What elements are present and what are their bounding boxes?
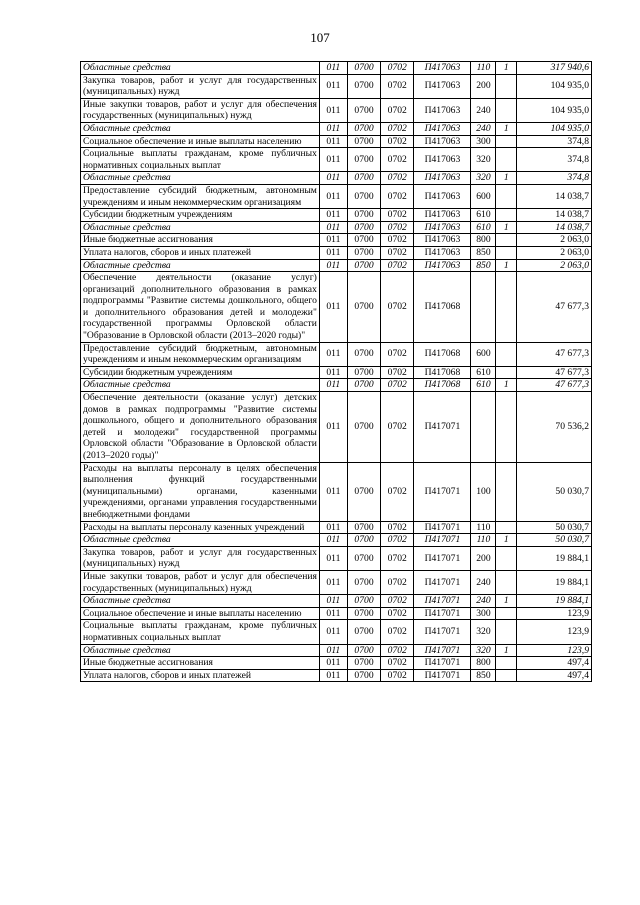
vr-code-cell: 320 <box>471 148 496 172</box>
table-row-regional-funds <box>81 122 592 135</box>
rz-code-cell: 0700 <box>347 462 380 521</box>
expense-name-cell: Предоставление субсидий бюджетным, автономным учреждениям и иным некоммерческим организациям <box>81 184 320 208</box>
pr-code-cell: 0702 <box>381 657 414 670</box>
pr-code-cell: 0702 <box>381 172 414 185</box>
csr-code-cell: П417071 <box>414 669 471 682</box>
amount-cell: 50 030,7 <box>517 521 592 534</box>
gr-code-cell: 011 <box>319 546 347 570</box>
vr-code-cell: 200 <box>471 74 496 98</box>
funding-source-cell: 1 <box>496 644 517 657</box>
csr-code-cell: П417068 <box>414 366 471 379</box>
expense-name-cell: Обеспечение деятельности (оказание услуг) детских домов в рамках подпрограммы "Развитие системы дошкольного, общего и дополнительного образования детей и молодежи" государственной программы Орловской области "Образование в Орловской области (2013–2020 годы)" <box>81 392 320 463</box>
expense-name-cell: Социальное обеспечение и иные выплаты населению <box>81 135 320 148</box>
expense-name-cell: Областные средства <box>81 534 320 547</box>
expense-name-cell: Областные средства <box>81 172 320 185</box>
rz-code-cell: 0700 <box>347 392 380 463</box>
funding-source-cell <box>496 462 517 521</box>
pr-code-cell: 0702 <box>381 98 414 122</box>
expense-name-cell: Обеспечение деятельности (оказание услуг) организаций дополнительного образования в рамках подпрограммы "Развитие системы дошкольного, общего и дополнительного образования детей и молодежи" государственной программы Орловской области "Образование в Орловской области (2013–2020 годы)" <box>81 272 320 343</box>
rz-code-cell: 0700 <box>347 259 380 272</box>
gr-code-cell: 011 <box>319 272 347 343</box>
expense-name-cell: Иные бюджетные ассигнования <box>81 657 320 670</box>
expense-name-cell: Расходы на выплаты персоналу казенных учреждений <box>81 521 320 534</box>
gr-code-cell: 011 <box>319 221 347 234</box>
expense-name-cell: Уплата налогов, сборов и иных платежей <box>81 669 320 682</box>
amount-cell: 19 884,1 <box>517 570 592 594</box>
rz-code-cell: 0700 <box>347 272 380 343</box>
csr-code-cell: П417063 <box>414 172 471 185</box>
table-row <box>81 74 592 98</box>
budget-table <box>80 61 592 682</box>
amount-cell: 123,9 <box>517 644 592 657</box>
rz-code-cell: 0700 <box>347 74 380 98</box>
table-row-regional-funds <box>81 62 592 75</box>
table-row <box>81 234 592 247</box>
expense-name-cell: Областные средства <box>81 221 320 234</box>
gr-code-cell: 011 <box>319 246 347 259</box>
rz-code-cell: 0700 <box>347 534 380 547</box>
table-row <box>81 366 592 379</box>
amount-cell: 2 063,0 <box>517 259 592 272</box>
table-row-regional-funds <box>81 172 592 185</box>
funding-source-cell: 1 <box>496 122 517 135</box>
funding-source-cell <box>496 546 517 570</box>
table-row <box>81 462 592 521</box>
rz-code-cell: 0700 <box>347 234 380 247</box>
amount-cell: 19 884,1 <box>517 595 592 608</box>
amount-cell: 47 677,3 <box>517 272 592 343</box>
pr-code-cell: 0702 <box>381 669 414 682</box>
rz-code-cell: 0700 <box>347 221 380 234</box>
csr-code-cell: П417071 <box>414 657 471 670</box>
pr-code-cell: 0702 <box>381 392 414 463</box>
vr-code-cell: 610 <box>471 379 496 392</box>
gr-code-cell: 011 <box>319 379 347 392</box>
table-body <box>81 62 592 682</box>
pr-code-cell: 0702 <box>381 148 414 172</box>
table-row <box>81 98 592 122</box>
csr-code-cell: П417063 <box>414 184 471 208</box>
pr-code-cell: 0702 <box>381 534 414 547</box>
gr-code-cell: 011 <box>319 462 347 521</box>
csr-code-cell: П417071 <box>414 595 471 608</box>
vr-code-cell: 850 <box>471 669 496 682</box>
funding-source-cell: 1 <box>496 595 517 608</box>
expense-name-cell: Иные закупки товаров, работ и услуг для обеспечения государственных (муниципальных) нужд <box>81 570 320 594</box>
pr-code-cell: 0702 <box>381 122 414 135</box>
expense-name-cell: Иные бюджетные ассигнования <box>81 234 320 247</box>
vr-code-cell: 240 <box>471 122 496 135</box>
table-row-regional-funds <box>81 595 592 608</box>
csr-code-cell: П417071 <box>414 607 471 620</box>
table-row <box>81 570 592 594</box>
funding-source-cell <box>496 366 517 379</box>
table-row <box>81 546 592 570</box>
pr-code-cell: 0702 <box>381 221 414 234</box>
expense-name-cell: Уплата налогов, сборов и иных платежей <box>81 246 320 259</box>
table-row <box>81 669 592 682</box>
funding-source-cell <box>496 135 517 148</box>
rz-code-cell: 0700 <box>347 669 380 682</box>
expense-name-cell: Иные закупки товаров, работ и услуг для обеспечения государственных (муниципальных) нужд <box>81 98 320 122</box>
vr-code-cell: 240 <box>471 98 496 122</box>
funding-source-cell <box>496 272 517 343</box>
gr-code-cell: 011 <box>319 657 347 670</box>
funding-source-cell: 1 <box>496 62 517 75</box>
amount-cell: 374,8 <box>517 172 592 185</box>
funding-source-cell <box>496 521 517 534</box>
pr-code-cell: 0702 <box>381 570 414 594</box>
csr-code-cell: П417063 <box>414 234 471 247</box>
amount-cell: 50 030,7 <box>517 534 592 547</box>
funding-source-cell: 1 <box>496 534 517 547</box>
csr-code-cell: П417063 <box>414 148 471 172</box>
pr-code-cell: 0702 <box>381 620 414 644</box>
amount-cell: 14 038,7 <box>517 184 592 208</box>
rz-code-cell: 0700 <box>347 172 380 185</box>
rz-code-cell: 0700 <box>347 620 380 644</box>
csr-code-cell: П417068 <box>414 342 471 366</box>
gr-code-cell: 011 <box>319 122 347 135</box>
gr-code-cell: 011 <box>319 209 347 222</box>
gr-code-cell: 011 <box>319 172 347 185</box>
csr-code-cell: П417063 <box>414 62 471 75</box>
rz-code-cell: 0700 <box>347 209 380 222</box>
funding-source-cell: 1 <box>496 379 517 392</box>
pr-code-cell: 0702 <box>381 342 414 366</box>
pr-code-cell: 0702 <box>381 259 414 272</box>
expense-name-cell: Областные средства <box>81 644 320 657</box>
funding-source-cell <box>496 607 517 620</box>
csr-code-cell: П417068 <box>414 272 471 343</box>
amount-cell: 19 884,1 <box>517 546 592 570</box>
gr-code-cell: 011 <box>319 534 347 547</box>
funding-source-cell <box>496 392 517 463</box>
expense-name-cell: Социальные выплаты гражданам, кроме публичных нормативных социальных выплат <box>81 620 320 644</box>
vr-code-cell: 240 <box>471 570 496 594</box>
rz-code-cell: 0700 <box>347 379 380 392</box>
vr-code-cell: 110 <box>471 521 496 534</box>
csr-code-cell: П417063 <box>414 122 471 135</box>
rz-code-cell: 0700 <box>347 62 380 75</box>
vr-code-cell: 320 <box>471 620 496 644</box>
vr-code-cell <box>471 392 496 463</box>
expense-name-cell: Закупка товаров, работ и услуг для государственных (муниципальных) нужд <box>81 546 320 570</box>
vr-code-cell: 320 <box>471 172 496 185</box>
table-row <box>81 148 592 172</box>
gr-code-cell: 011 <box>319 259 347 272</box>
csr-code-cell: П417063 <box>414 209 471 222</box>
amount-cell: 374,8 <box>517 135 592 148</box>
amount-cell: 317 940,6 <box>517 62 592 75</box>
expense-name-cell: Расходы на выплаты персоналу в целях обеспечения выполнения функций государственными (муниципальными) органами, казенными учреждениями, органами управления государственными внебюджетными фондами <box>81 462 320 521</box>
rz-code-cell: 0700 <box>347 148 380 172</box>
rz-code-cell: 0700 <box>347 135 380 148</box>
gr-code-cell: 011 <box>319 620 347 644</box>
gr-code-cell: 011 <box>319 392 347 463</box>
gr-code-cell: 011 <box>319 595 347 608</box>
rz-code-cell: 0700 <box>347 246 380 259</box>
csr-code-cell: П417063 <box>414 221 471 234</box>
funding-source-cell: 1 <box>496 259 517 272</box>
expense-name-cell: Социальные выплаты гражданам, кроме публичных нормативных социальных выплат <box>81 148 320 172</box>
expense-name-cell: Областные средства <box>81 122 320 135</box>
funding-source-cell <box>496 184 517 208</box>
vr-code-cell: 320 <box>471 644 496 657</box>
gr-code-cell: 011 <box>319 607 347 620</box>
pr-code-cell: 0702 <box>381 234 414 247</box>
rz-code-cell: 0700 <box>347 521 380 534</box>
rz-code-cell: 0700 <box>347 122 380 135</box>
funding-source-cell <box>496 342 517 366</box>
gr-code-cell: 011 <box>319 234 347 247</box>
rz-code-cell: 0700 <box>347 342 380 366</box>
table-row <box>81 209 592 222</box>
table-row-regional-funds <box>81 644 592 657</box>
amount-cell: 50 030,7 <box>517 462 592 521</box>
funding-source-cell <box>496 669 517 682</box>
funding-source-cell <box>496 74 517 98</box>
csr-code-cell: П417071 <box>414 462 471 521</box>
pr-code-cell: 0702 <box>381 366 414 379</box>
table-row <box>81 342 592 366</box>
table-row <box>81 392 592 463</box>
funding-source-cell <box>496 148 517 172</box>
rz-code-cell: 0700 <box>347 184 380 208</box>
gr-code-cell: 011 <box>319 366 347 379</box>
rz-code-cell: 0700 <box>347 607 380 620</box>
rz-code-cell: 0700 <box>347 366 380 379</box>
csr-code-cell: П417063 <box>414 135 471 148</box>
table-row <box>81 135 592 148</box>
expense-name-cell: Предоставление субсидий бюджетным, автономным учреждениям и иным некоммерческим организациям <box>81 342 320 366</box>
amount-cell: 2 063,0 <box>517 246 592 259</box>
csr-code-cell: П417071 <box>414 534 471 547</box>
vr-code-cell: 200 <box>471 546 496 570</box>
page-number: 107 <box>310 30 330 45</box>
vr-code-cell: 600 <box>471 342 496 366</box>
funding-source-cell: 1 <box>496 172 517 185</box>
table-row-regional-funds <box>81 379 592 392</box>
table-row-regional-funds <box>81 221 592 234</box>
pr-code-cell: 0702 <box>381 135 414 148</box>
pr-code-cell: 0702 <box>381 184 414 208</box>
gr-code-cell: 011 <box>319 135 347 148</box>
vr-code-cell: 610 <box>471 209 496 222</box>
expense-name-cell: Субсидии бюджетным учреждениям <box>81 366 320 379</box>
amount-cell: 497,4 <box>517 657 592 670</box>
table-row <box>81 184 592 208</box>
csr-code-cell: П417071 <box>414 546 471 570</box>
vr-code-cell: 300 <box>471 135 496 148</box>
vr-code-cell: 850 <box>471 259 496 272</box>
funding-source-cell <box>496 570 517 594</box>
csr-code-cell: П417063 <box>414 246 471 259</box>
csr-code-cell: П417063 <box>414 98 471 122</box>
table-row <box>81 657 592 670</box>
rz-code-cell: 0700 <box>347 657 380 670</box>
amount-cell: 123,9 <box>517 620 592 644</box>
gr-code-cell: 011 <box>319 669 347 682</box>
rz-code-cell: 0700 <box>347 98 380 122</box>
pr-code-cell: 0702 <box>381 521 414 534</box>
amount-cell: 47 677,3 <box>517 366 592 379</box>
gr-code-cell: 011 <box>319 570 347 594</box>
rz-code-cell: 0700 <box>347 570 380 594</box>
amount-cell: 104 935,0 <box>517 98 592 122</box>
pr-code-cell: 0702 <box>381 546 414 570</box>
gr-code-cell: 011 <box>319 148 347 172</box>
funding-source-cell <box>496 620 517 644</box>
csr-code-cell: П417071 <box>414 644 471 657</box>
amount-cell: 123,9 <box>517 607 592 620</box>
gr-code-cell: 011 <box>319 74 347 98</box>
expense-name-cell: Социальное обеспечение и иные выплаты населению <box>81 607 320 620</box>
pr-code-cell: 0702 <box>381 595 414 608</box>
funding-source-cell: 1 <box>496 221 517 234</box>
expense-name-cell: Областные средства <box>81 595 320 608</box>
amount-cell: 14 038,7 <box>517 221 592 234</box>
vr-code-cell: 850 <box>471 246 496 259</box>
vr-code-cell: 100 <box>471 462 496 521</box>
table-row <box>81 607 592 620</box>
pr-code-cell: 0702 <box>381 272 414 343</box>
gr-code-cell: 011 <box>319 62 347 75</box>
expense-name-cell: Субсидии бюджетным учреждениям <box>81 209 320 222</box>
expense-name-cell: Областные средства <box>81 379 320 392</box>
vr-code-cell: 800 <box>471 657 496 670</box>
rz-code-cell: 0700 <box>347 644 380 657</box>
csr-code-cell: П417071 <box>414 620 471 644</box>
funding-source-cell <box>496 246 517 259</box>
funding-source-cell <box>496 98 517 122</box>
vr-code-cell: 240 <box>471 595 496 608</box>
csr-code-cell: П417071 <box>414 392 471 463</box>
pr-code-cell: 0702 <box>381 607 414 620</box>
vr-code-cell: 110 <box>471 534 496 547</box>
table-row <box>81 246 592 259</box>
amount-cell: 14 038,7 <box>517 209 592 222</box>
pr-code-cell: 0702 <box>381 246 414 259</box>
csr-code-cell: П417063 <box>414 259 471 272</box>
funding-source-cell <box>496 234 517 247</box>
gr-code-cell: 011 <box>319 644 347 657</box>
rz-code-cell: 0700 <box>347 595 380 608</box>
expense-name-cell: Закупка товаров, работ и услуг для государственных (муниципальных) нужд <box>81 74 320 98</box>
table-row-regional-funds <box>81 259 592 272</box>
csr-code-cell: П417071 <box>414 570 471 594</box>
rz-code-cell: 0700 <box>347 546 380 570</box>
table-row <box>81 521 592 534</box>
expense-name-cell: Областные средства <box>81 259 320 272</box>
pr-code-cell: 0702 <box>381 644 414 657</box>
amount-cell: 47 677,3 <box>517 342 592 366</box>
vr-code-cell: 610 <box>471 221 496 234</box>
amount-cell: 47 677,3 <box>517 379 592 392</box>
vr-code-cell: 610 <box>471 366 496 379</box>
amount-cell: 104 935,0 <box>517 74 592 98</box>
vr-code-cell: 110 <box>471 62 496 75</box>
gr-code-cell: 011 <box>319 342 347 366</box>
vr-code-cell <box>471 272 496 343</box>
table-row <box>81 272 592 343</box>
csr-code-cell: П417063 <box>414 74 471 98</box>
amount-cell: 374,8 <box>517 148 592 172</box>
table-row <box>81 620 592 644</box>
pr-code-cell: 0702 <box>381 379 414 392</box>
amount-cell: 104 935,0 <box>517 122 592 135</box>
vr-code-cell: 600 <box>471 184 496 208</box>
vr-code-cell: 800 <box>471 234 496 247</box>
pr-code-cell: 0702 <box>381 209 414 222</box>
csr-code-cell: П417071 <box>414 521 471 534</box>
pr-code-cell: 0702 <box>381 462 414 521</box>
csr-code-cell: П417068 <box>414 379 471 392</box>
funding-source-cell <box>496 657 517 670</box>
amount-cell: 2 063,0 <box>517 234 592 247</box>
funding-source-cell <box>496 209 517 222</box>
gr-code-cell: 011 <box>319 98 347 122</box>
amount-cell: 70 536,2 <box>517 392 592 463</box>
table-row-regional-funds <box>81 534 592 547</box>
expense-name-cell: Областные средства <box>81 62 320 75</box>
pr-code-cell: 0702 <box>381 74 414 98</box>
vr-code-cell: 300 <box>471 607 496 620</box>
amount-cell: 497,4 <box>517 669 592 682</box>
gr-code-cell: 011 <box>319 521 347 534</box>
pr-code-cell: 0702 <box>381 62 414 75</box>
gr-code-cell: 011 <box>319 184 347 208</box>
